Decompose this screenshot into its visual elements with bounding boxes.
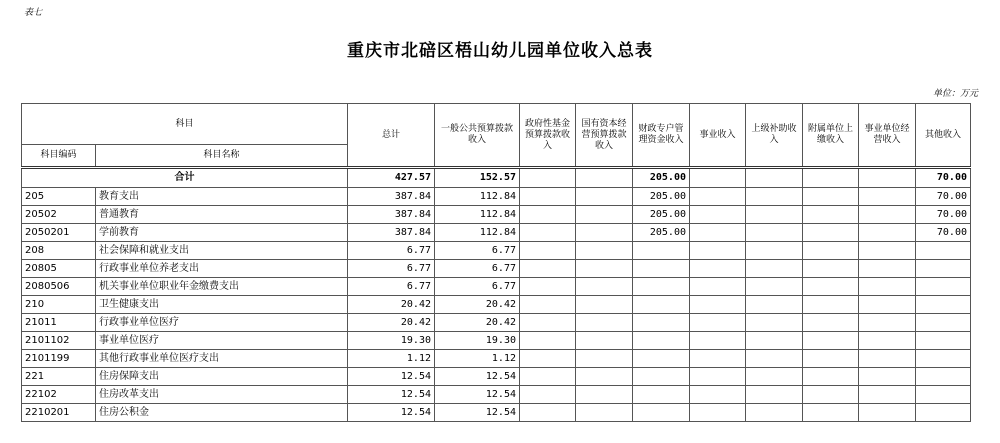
- amount-cell: [576, 224, 633, 242]
- table-row: [22, 368, 971, 386]
- amount-cell: [803, 278, 859, 296]
- amount-cell: [520, 314, 576, 332]
- amount-cell: [690, 242, 746, 260]
- amount-cell: [576, 404, 633, 422]
- amount-cell: 6.77: [435, 278, 520, 296]
- amount-cell: [803, 242, 859, 260]
- subject-code-cell: 208: [22, 242, 96, 260]
- amount-cell: [859, 242, 916, 260]
- subject-code-cell: 2080506: [22, 278, 96, 296]
- amount-cell: 6.77: [348, 278, 435, 296]
- table-row: [22, 278, 971, 296]
- amount-cell: [916, 242, 971, 260]
- total-value: [859, 168, 916, 188]
- amount-cell: [633, 242, 690, 260]
- amount-cell: [803, 206, 859, 224]
- header-col-subordinate: 附属单位上缴收入: [803, 104, 859, 168]
- amount-cell: [520, 242, 576, 260]
- amount-cell: [746, 188, 803, 206]
- subject-name-cell: 机关事业单位职业年金缴费支出: [96, 278, 348, 296]
- amount-cell: [803, 404, 859, 422]
- amount-cell: [746, 314, 803, 332]
- amount-cell: [746, 350, 803, 368]
- amount-cell: [803, 296, 859, 314]
- header-col-special-account: 财政专户管理资金收入: [633, 104, 690, 168]
- amount-cell: [803, 224, 859, 242]
- amount-cell: 387.84: [348, 206, 435, 224]
- amount-cell: 20.42: [435, 314, 520, 332]
- amount-cell: 12.54: [435, 368, 520, 386]
- amount-cell: 20.42: [435, 296, 520, 314]
- table-row: [22, 386, 971, 404]
- subject-code-cell: 210: [22, 296, 96, 314]
- amount-cell: [520, 386, 576, 404]
- amount-cell: [803, 386, 859, 404]
- amount-cell: [576, 206, 633, 224]
- total-value: 205.00: [633, 168, 690, 188]
- amount-cell: [633, 404, 690, 422]
- amount-cell: 387.84: [348, 224, 435, 242]
- amount-cell: [633, 386, 690, 404]
- total-value: [746, 168, 803, 188]
- amount-cell: [859, 332, 916, 350]
- amount-cell: [803, 260, 859, 278]
- subject-code-cell: 2210201: [22, 404, 96, 422]
- amount-cell: [690, 332, 746, 350]
- table-row: [22, 296, 971, 314]
- amount-cell: [633, 332, 690, 350]
- amount-cell: [916, 404, 971, 422]
- subject-name-cell: 住房保障支出: [96, 368, 348, 386]
- subject-name-cell: 行政事业单位养老支出: [96, 260, 348, 278]
- subject-name-cell: 教育支出: [96, 188, 348, 206]
- amount-cell: 12.54: [435, 404, 520, 422]
- amount-cell: [859, 278, 916, 296]
- table-row: [22, 260, 971, 278]
- amount-cell: 1.12: [348, 350, 435, 368]
- amount-cell: 6.77: [435, 260, 520, 278]
- amount-cell: [746, 278, 803, 296]
- amount-cell: [576, 332, 633, 350]
- amount-cell: 70.00: [916, 206, 971, 224]
- table-number-label: 表七: [24, 8, 43, 18]
- subject-name-cell: 社会保障和就业支出: [96, 242, 348, 260]
- amount-cell: [690, 278, 746, 296]
- total-value: [576, 168, 633, 188]
- subject-code-cell: 205: [22, 188, 96, 206]
- amount-cell: [803, 332, 859, 350]
- amount-cell: [859, 368, 916, 386]
- amount-cell: [859, 314, 916, 332]
- amount-cell: [576, 368, 633, 386]
- amount-cell: 19.30: [348, 332, 435, 350]
- total-value: 70.00: [916, 168, 971, 188]
- amount-cell: [746, 386, 803, 404]
- amount-cell: 19.30: [435, 332, 520, 350]
- amount-cell: 12.54: [348, 368, 435, 386]
- amount-cell: [916, 260, 971, 278]
- amount-cell: [916, 278, 971, 296]
- amount-cell: [520, 296, 576, 314]
- amount-cell: [803, 188, 859, 206]
- subject-name-cell: 住房公积金: [96, 404, 348, 422]
- table-row: [22, 242, 971, 260]
- amount-cell: 6.77: [435, 242, 520, 260]
- amount-cell: 6.77: [348, 260, 435, 278]
- amount-cell: [803, 314, 859, 332]
- total-label: 合计: [22, 168, 348, 188]
- header-col-other: 其他收入: [916, 104, 971, 168]
- subject-code-cell: 22102: [22, 386, 96, 404]
- amount-cell: [859, 206, 916, 224]
- header-col-gov-fund: 政府性基金预算拨款收入: [520, 104, 576, 168]
- subject-name-cell: 普通教育: [96, 206, 348, 224]
- amount-cell: [690, 260, 746, 278]
- table-row: [22, 350, 971, 368]
- amount-cell: [690, 206, 746, 224]
- amount-cell: 6.77: [348, 242, 435, 260]
- amount-cell: [633, 368, 690, 386]
- amount-cell: [690, 188, 746, 206]
- amount-cell: [520, 404, 576, 422]
- amount-cell: 20.42: [348, 296, 435, 314]
- amount-cell: [576, 296, 633, 314]
- amount-cell: [520, 188, 576, 206]
- amount-cell: 70.00: [916, 188, 971, 206]
- amount-cell: [690, 404, 746, 422]
- header-code: 科目编码: [22, 145, 96, 168]
- amount-cell: [859, 188, 916, 206]
- table-row: [22, 332, 971, 350]
- amount-cell: [859, 296, 916, 314]
- amount-cell: [576, 242, 633, 260]
- total-value: [690, 168, 746, 188]
- subject-name-cell: 其他行政事业单位医疗支出: [96, 350, 348, 368]
- amount-cell: [746, 404, 803, 422]
- amount-cell: [859, 386, 916, 404]
- amount-cell: [803, 368, 859, 386]
- total-value: [803, 168, 859, 188]
- amount-cell: 70.00: [916, 224, 971, 242]
- subject-code-cell: 2101199: [22, 350, 96, 368]
- amount-cell: [576, 314, 633, 332]
- amount-cell: [859, 224, 916, 242]
- amount-cell: 112.84: [435, 188, 520, 206]
- page-title: 重庆市北碚区梧山幼儿园单位收入总表: [347, 41, 653, 61]
- amount-cell: 20.42: [348, 314, 435, 332]
- subject-code-cell: 20502: [22, 206, 96, 224]
- income-summary-table: [21, 103, 971, 422]
- table-row: [22, 224, 971, 242]
- amount-cell: [520, 368, 576, 386]
- header-name: 科目名称: [96, 145, 348, 168]
- amount-cell: [633, 350, 690, 368]
- amount-cell: 1.12: [435, 350, 520, 368]
- total-value: 152.57: [435, 168, 520, 188]
- amount-cell: [859, 404, 916, 422]
- amount-cell: [520, 350, 576, 368]
- amount-cell: [690, 350, 746, 368]
- amount-cell: [690, 368, 746, 386]
- amount-cell: [746, 368, 803, 386]
- subject-name-cell: 学前教育: [96, 224, 348, 242]
- amount-cell: 112.84: [435, 224, 520, 242]
- amount-cell: [803, 350, 859, 368]
- table-row: [22, 206, 971, 224]
- amount-cell: 205.00: [633, 188, 690, 206]
- amount-cell: 387.84: [348, 188, 435, 206]
- table-row: [22, 404, 971, 422]
- amount-cell: [576, 278, 633, 296]
- amount-cell: [746, 260, 803, 278]
- amount-cell: [916, 314, 971, 332]
- amount-cell: [576, 386, 633, 404]
- amount-cell: [520, 224, 576, 242]
- header-col-general-budget: 一般公共预算拨款收入: [435, 104, 520, 168]
- amount-cell: [746, 332, 803, 350]
- amount-cell: [520, 260, 576, 278]
- amount-cell: [576, 350, 633, 368]
- subject-code-cell: 20805: [22, 260, 96, 278]
- header-col-state-capital: 国有资本经营预算拨款收入: [576, 104, 633, 168]
- total-value: 427.57: [348, 168, 435, 188]
- amount-cell: [633, 296, 690, 314]
- amount-cell: 112.84: [435, 206, 520, 224]
- header-col-total: 总计: [348, 104, 435, 168]
- amount-cell: [916, 350, 971, 368]
- amount-cell: [746, 242, 803, 260]
- subject-code-cell: 2050201: [22, 224, 96, 242]
- amount-cell: [690, 314, 746, 332]
- total-value: [520, 168, 576, 188]
- amount-cell: 205.00: [633, 224, 690, 242]
- amount-cell: [690, 386, 746, 404]
- unit-label: 单位：万元: [932, 89, 978, 99]
- amount-cell: [690, 296, 746, 314]
- header-subject: 科目: [22, 104, 348, 145]
- header-col-business: 事业单位经营收入: [859, 104, 916, 168]
- subject-name-cell: 卫生健康支出: [96, 296, 348, 314]
- amount-cell: 12.54: [348, 386, 435, 404]
- header-row-top: [22, 104, 971, 145]
- subject-code-cell: 221: [22, 368, 96, 386]
- amount-cell: [520, 206, 576, 224]
- subject-name-cell: 事业单位医疗: [96, 332, 348, 350]
- amount-cell: 12.54: [348, 404, 435, 422]
- amount-cell: 12.54: [435, 386, 520, 404]
- total-row: [22, 168, 971, 188]
- amount-cell: [859, 350, 916, 368]
- amount-cell: [520, 332, 576, 350]
- subject-name-cell: 行政事业单位医疗: [96, 314, 348, 332]
- subject-name-cell: 住房改革支出: [96, 386, 348, 404]
- amount-cell: [576, 188, 633, 206]
- amount-cell: [916, 332, 971, 350]
- amount-cell: [746, 224, 803, 242]
- amount-cell: [690, 224, 746, 242]
- amount-cell: 205.00: [633, 206, 690, 224]
- amount-cell: [746, 206, 803, 224]
- amount-cell: [916, 368, 971, 386]
- table-row: [22, 314, 971, 332]
- subject-code-cell: 2101102: [22, 332, 96, 350]
- amount-cell: [633, 278, 690, 296]
- amount-cell: [916, 296, 971, 314]
- amount-cell: [576, 260, 633, 278]
- amount-cell: [859, 260, 916, 278]
- amount-cell: [633, 260, 690, 278]
- header-col-operating: 事业收入: [690, 104, 746, 168]
- amount-cell: [916, 386, 971, 404]
- header-col-superior-subsidy: 上级补助收入: [746, 104, 803, 168]
- amount-cell: [746, 296, 803, 314]
- amount-cell: [633, 314, 690, 332]
- table-row: [22, 188, 971, 206]
- subject-code-cell: 21011: [22, 314, 96, 332]
- amount-cell: [520, 278, 576, 296]
